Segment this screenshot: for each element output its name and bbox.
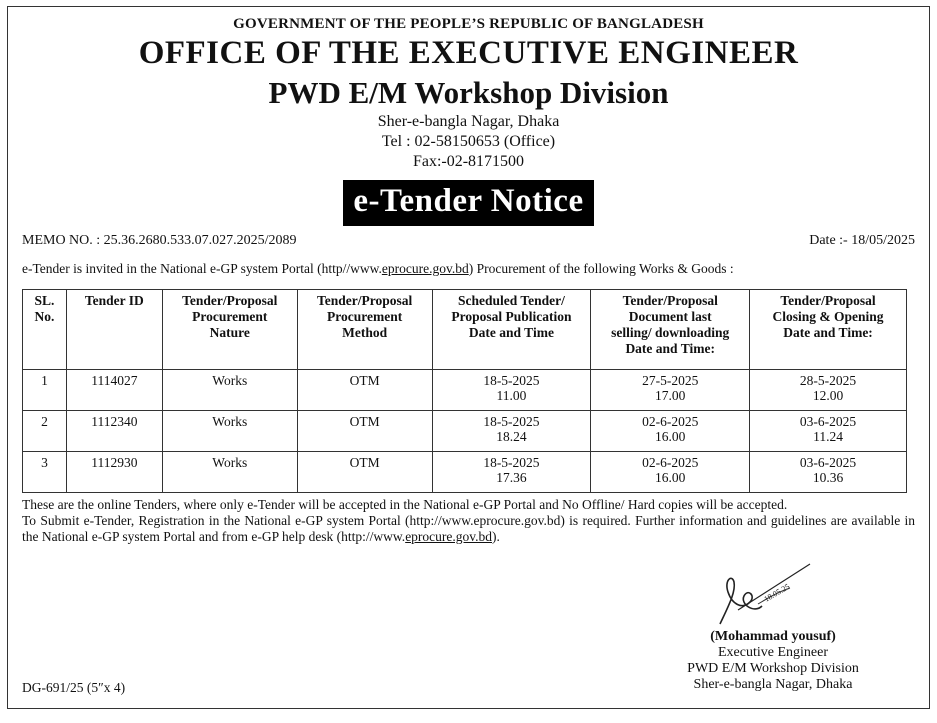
cell-tender-id: 1112930 (66, 452, 162, 493)
cell-nature: Works (162, 452, 297, 493)
intro-text-after: ) Procurement of the following Works & Goods : (468, 261, 734, 276)
dg-code: DG-691/25 (5″x 4) (22, 680, 126, 695)
tender-notice-page (7, 6, 930, 709)
footer-eprocure-link[interactable]: eprocure.gov.bd (405, 529, 493, 544)
cell-method: OTM (297, 411, 432, 452)
cell-selling: 02-6-2025 16.00 (591, 452, 750, 493)
cell-selling: 27-5-2025 17.00 (591, 370, 750, 411)
cell-method: OTM (297, 370, 432, 411)
cell-publication: 18-5-2025 17.36 (432, 452, 591, 493)
footer-line-1: These are the online Tenders, where only e-Tender will be accepted in the National e-GP Portal and No Offline/ Hard copies will be accepted. (22, 497, 788, 512)
office-fax: Fax:-02-8171500 (412, 153, 525, 170)
intro-paragraph (22, 261, 915, 277)
office-heading: OFFICE OF THE EXECUTIVE ENGINEER (138, 35, 799, 71)
signatory-address: Sher-e-bangla Nagar, Dhaka (693, 677, 853, 692)
cell-closing: 03-6-2025 10.36 (750, 452, 907, 493)
eprocure-link[interactable]: eprocure.gov.bd (381, 261, 469, 276)
cell-sl: 3 (23, 452, 67, 493)
cell-sl: 1 (23, 370, 67, 411)
cell-closing: 03-6-2025 11.24 (750, 411, 907, 452)
table-row (23, 411, 907, 452)
header-publication-date: Scheduled Tender/ Proposal Publication Date and Time (432, 290, 591, 370)
cell-tender-id: 1114027 (66, 370, 162, 411)
cell-sl: 2 (23, 411, 67, 452)
signature-icon (698, 552, 828, 632)
division-heading: PWD E/M Workshop Division (268, 75, 669, 110)
cell-publication: 18-5-2025 18.24 (432, 411, 591, 452)
cell-nature: Works (162, 370, 297, 411)
notice-title-banner (8, 180, 929, 226)
table-row (23, 452, 907, 493)
header-tender-id: Tender ID (66, 290, 162, 370)
header-procurement-nature: Tender/Proposal Procurement Nature (162, 290, 297, 370)
table-row (23, 370, 907, 411)
signatory-name: (Mohammad yousuf) (710, 629, 836, 644)
office-telephone: Tel : 02-58150653 (Office) (381, 133, 556, 150)
cell-closing: 28-5-2025 12.00 (750, 370, 907, 411)
svg-text:18.05.25: 18.05.25 (762, 581, 792, 604)
header-document-selling-date: Tender/Proposal Document last selling/ downloading Date and Time: (591, 290, 750, 370)
footer-line-2: To Submit e-Tender, Registration in the National e-GP system Portal (http://www.eprocure.gov.bd) is required. Further information and guidelines are available in the National e-GP system Portal and from e-GP help desk (http://www.eprocure.gov.bd). (22, 513, 915, 544)
header-sl-no: SL. No. (23, 290, 67, 370)
header-procurement-method: Tender/Proposal Procurement Method (297, 290, 432, 370)
office-address: Sher-e-bangla Nagar, Dhaka (377, 113, 560, 130)
government-heading: GOVERNMENT OF THE PEOPLE’S REPUBLIC OF BANGLADESH (233, 16, 704, 32)
tender-table (22, 289, 907, 493)
cell-nature: Works (162, 411, 297, 452)
handwritten-signature (698, 552, 828, 632)
cell-method: OTM (297, 452, 432, 493)
intro-text-before: e-Tender is invited in the National e-GP system Portal (http//www. (22, 261, 382, 276)
cell-publication: 18-5-2025 11.00 (432, 370, 591, 411)
footer-paragraph (22, 497, 915, 545)
cell-selling: 02-6-2025 16.00 (591, 411, 750, 452)
notice-date: Date :- 18/05/2025 (809, 233, 915, 248)
signatory-title: Executive Engineer (717, 645, 828, 660)
notice-title: e-Tender Notice (343, 180, 593, 226)
signatory-block (608, 629, 937, 693)
header-closing-opening-date: Tender/Proposal Closing & Opening Date and Time: (750, 290, 907, 370)
table-header-row (23, 290, 907, 370)
cell-tender-id: 1112340 (66, 411, 162, 452)
signatory-division: PWD E/M Workshop Division (687, 661, 859, 676)
memo-number: MEMO NO. : 25.36.2680.533.07.027.2025/2089 (22, 233, 297, 248)
